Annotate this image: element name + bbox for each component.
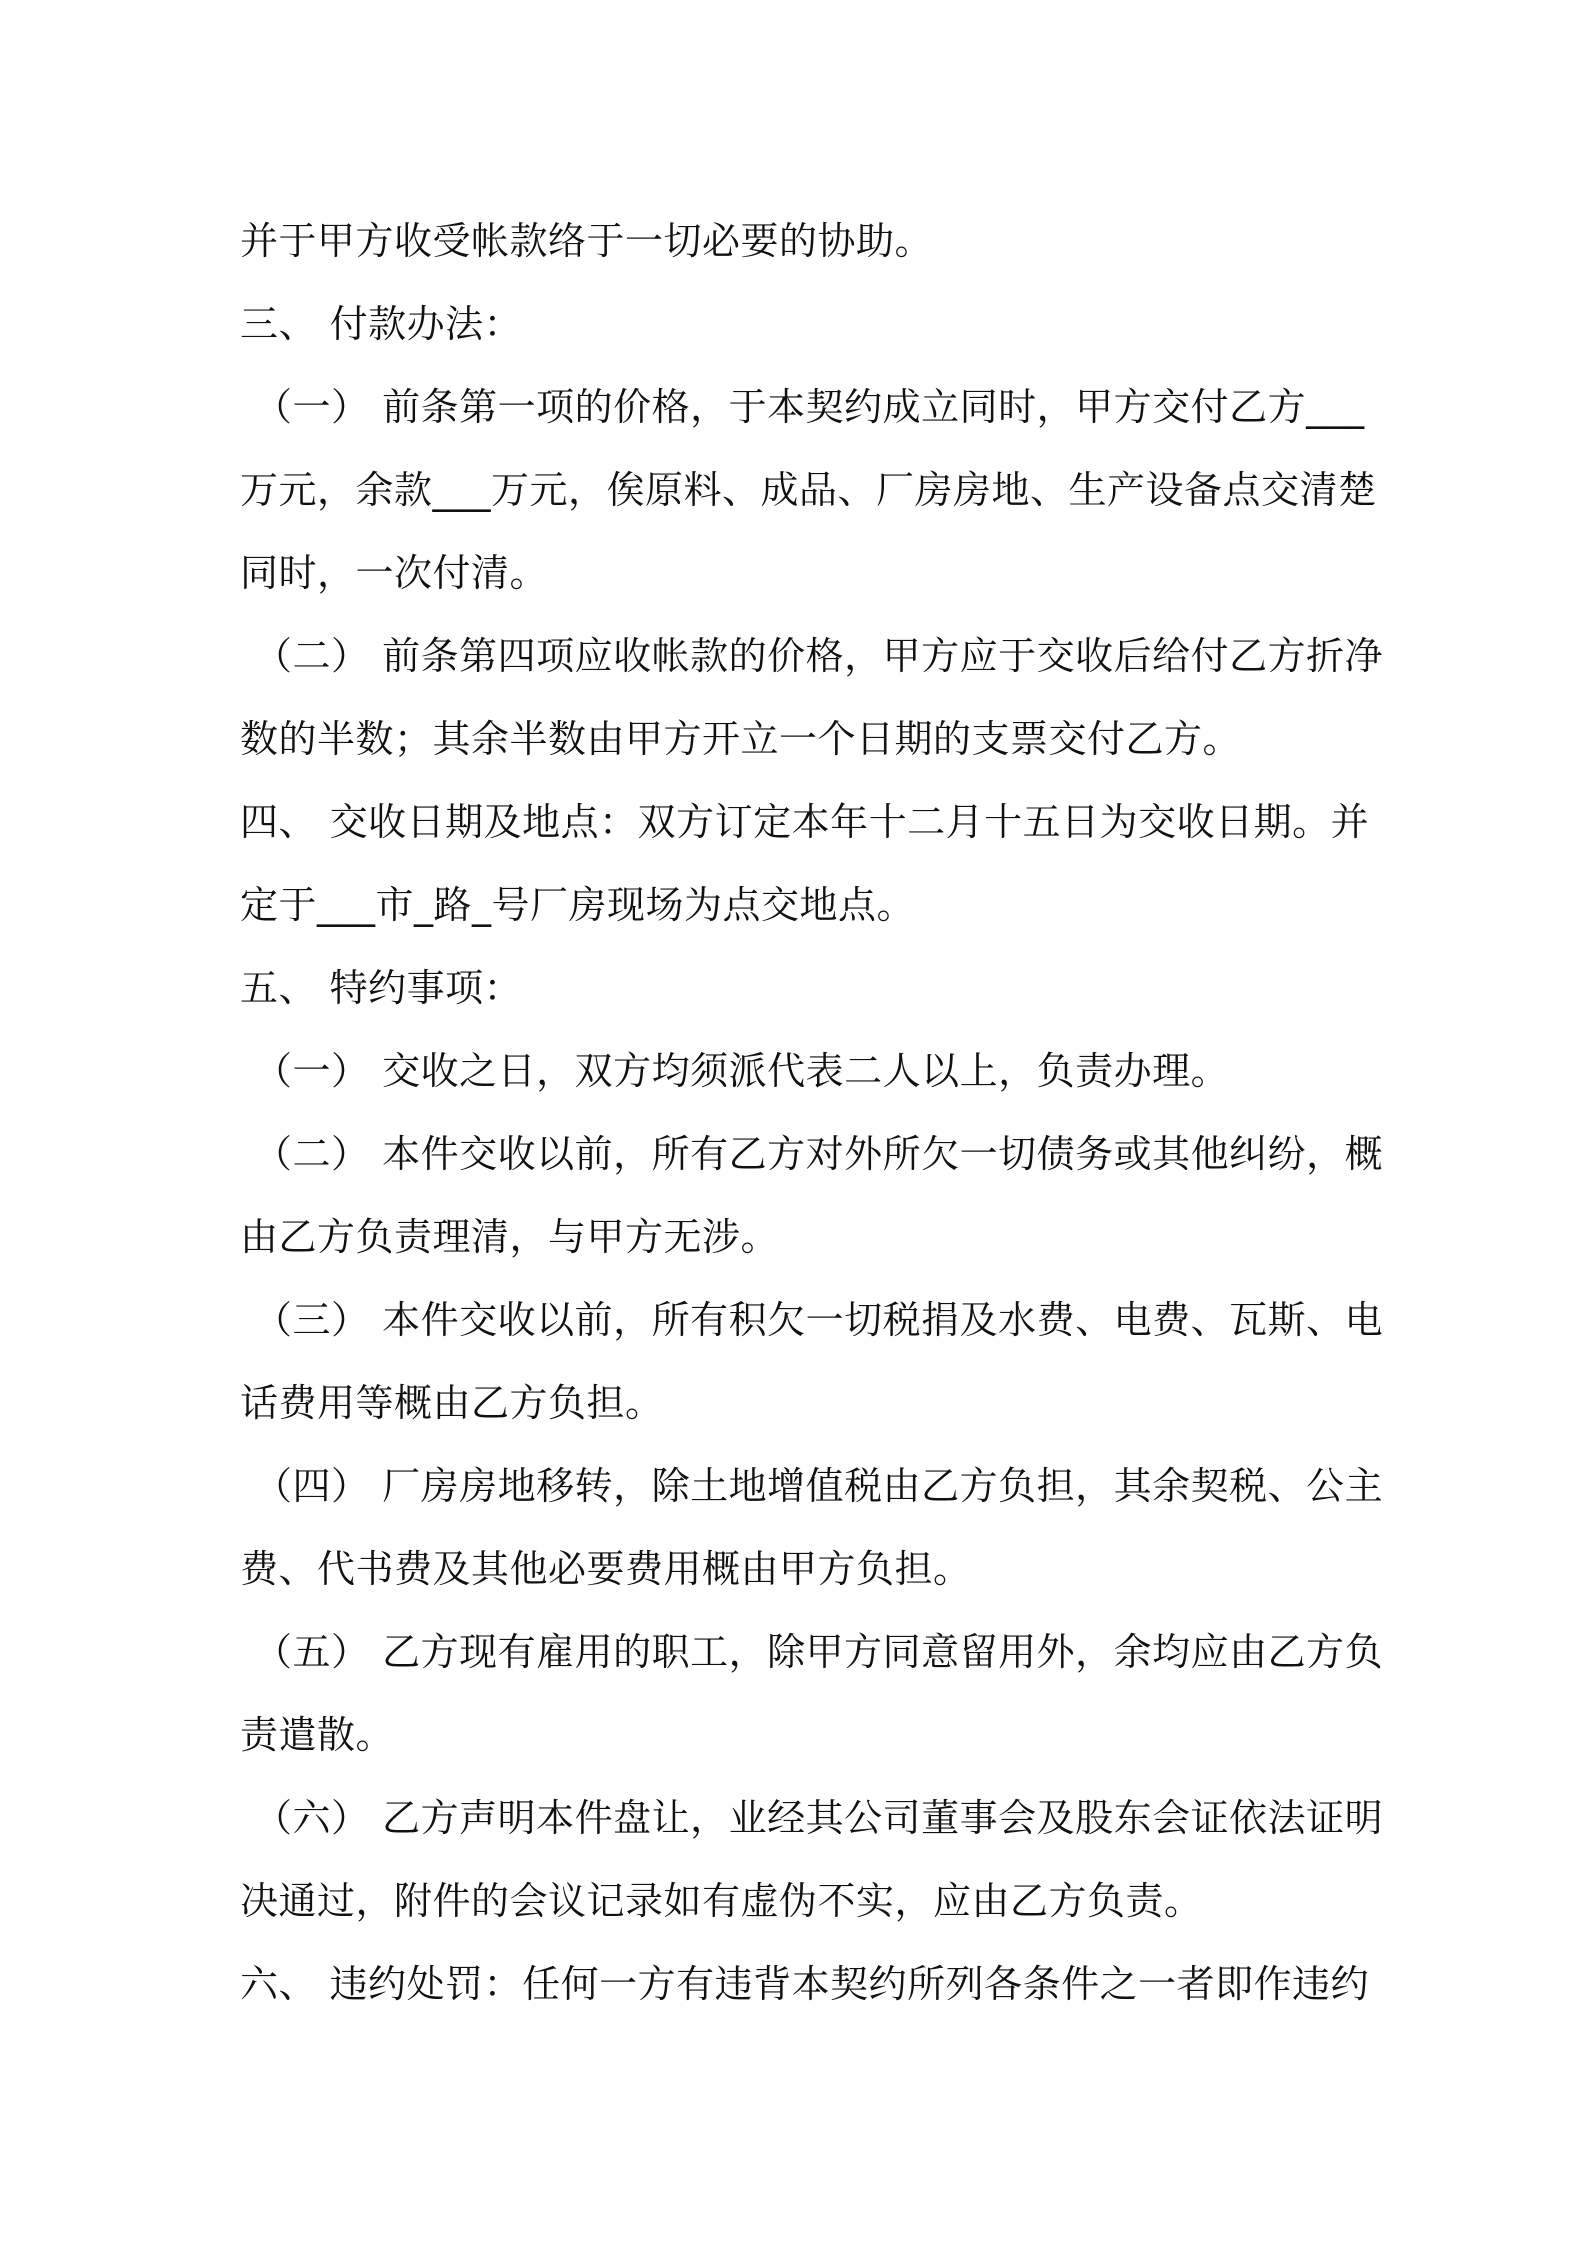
document-body	[240, 200, 1384, 2026]
clause-line: （一） 交收之日，双方均须派代表二人以上，负责办理。	[254, 1049, 1230, 1093]
section-heading-payment: 三、 付款办法：	[240, 302, 523, 346]
clause-line: （五） 乙方现有雇用的职工，除甲方同意留用外，余均应由乙方负	[254, 1630, 1384, 1674]
clause-line: （三） 本件交收以前，所有积欠一切税捐及水费、电费、瓦斯、电	[254, 1298, 1384, 1342]
section-heading-special-terms: 五、 特约事项：	[240, 966, 523, 1010]
clause-line: （一） 前条第一项的价格，于本契约成立同时，甲方交付乙方___	[254, 385, 1365, 429]
clause-line: （四） 厂房房地移转，除土地增值税由乙方负担，其余契税、公主	[254, 1464, 1384, 1508]
text-line: 话费用等概由乙方负担。	[240, 1381, 664, 1425]
clause-line: （六） 乙方声明本件盘让，业经其公司董事会及股东会证依法证明	[254, 1796, 1384, 1840]
text-line: 定于___市_路_号厂房现场为点交地点。	[240, 883, 916, 927]
text-line: 决通过，附件的会议记录如有虚伪不实，应由乙方负责。	[240, 1879, 1203, 1923]
section-heading-delivery: 四、 交收日期及地点：双方订定本年十二月十五日为交收日期。并	[240, 800, 1370, 844]
text-line: 万元，余款___万元，俟原料、成品、厂房房地、生产设备点交清楚	[240, 468, 1377, 512]
clause-line: （二） 本件交收以前，所有乙方对外所欠一切债务或其他纠纷，概	[254, 1132, 1384, 1176]
text-line: 责遣散。	[240, 1713, 395, 1757]
section-heading-breach: 六、 违约处罚：任何一方有违背本契约所列各条件之一者即作违约	[240, 1962, 1370, 2006]
text-line: 并于甲方收受帐款络于一切必要的协助。	[240, 219, 934, 263]
text-line: 数的半数；其余半数由甲方开立一个日期的支票交付乙方。	[240, 717, 1242, 761]
text-line: 同时，一次付清。	[240, 551, 549, 595]
clause-line: （二） 前条第四项应收帐款的价格，甲方应于交收后给付乙方折净	[254, 634, 1384, 678]
text-line: 费、代书费及其他必要费用概由甲方负担。	[240, 1547, 972, 1591]
text-line: 由乙方负责理清，与甲方无涉。	[240, 1215, 780, 1259]
